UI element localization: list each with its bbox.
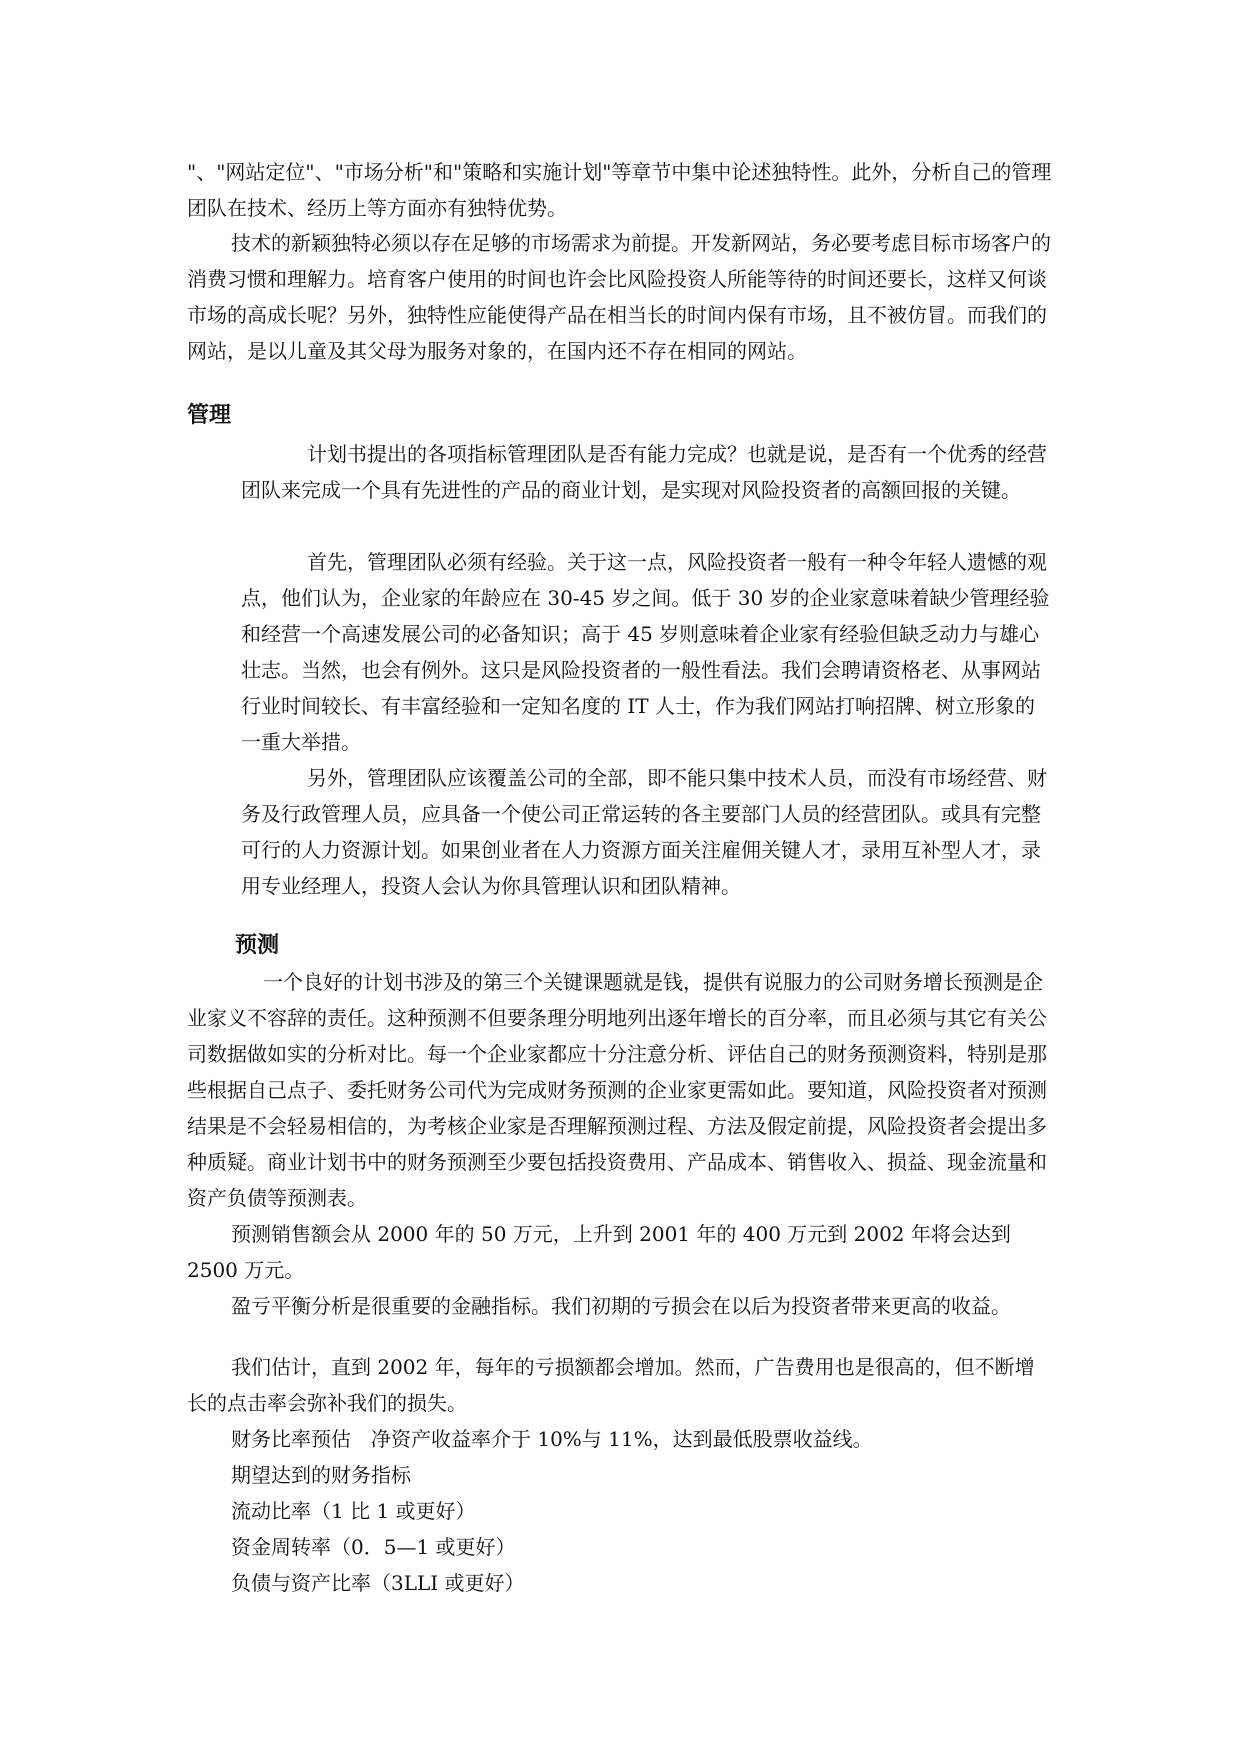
sales-forecast-paragraph: 预测销售额会从 2000 年的 50 万元，上升到 2001 年的 400 万元到 2002 年将会达到 2500 万元。 xyxy=(187,1222,1011,1282)
forecast-paragraph-1: 一个良好的计划书涉及的第三个关键课题就是钱，提供有说服力的公司财务增长预测是企业家义不容辞的责任。这种预测不但要条理分明地列出逐年增长的百分率，而且必须与其它有关公司数据做如实的分析对比。每一个企业家都应十分注意分析、评估自己的财务预测资料，特别是那些根据自己点子、委托财务公司代为完成财务预测的企业家更需如此。要知道，风险投资者对预测结果是不会轻易相信的，为考核企业家是否理解预测过程、方法及假定前提，风险投资者会提出多种质疑。商业计划书中的财务预测至少要包括投资费用、产品成本、销售收入、损益、现金流量和资产负债等预测表。 xyxy=(187,970,1047,1210)
intro-paragraph-1: "、"网站定位"、"市场分析"和"策略和实施计划"等章节中集中论述独特性。此外，分析自己的管理团队在技术、经历上等方面亦有独特优势。 xyxy=(187,160,1052,220)
financial-ratio-line: 财务比率预估 净资产收益率介于 10%与 11%，达到最低股票收益线。 xyxy=(231,1427,873,1451)
loss-estimate-paragraph: 我们估计，直到 2002 年，每年的亏损额都会增加。然而，广告费用也是很高的，但不断增长的点击率会弥补我们的损失。 xyxy=(187,1355,1035,1415)
management-paragraph-1: 计划书提出的各项指标管理团队是否有能力完成？也就是说，是否有一个优秀的经营团队来完成一个具有先进性的产品的商业计划，是实现对风险投资者的高额回报的关键。 xyxy=(241,442,1047,502)
intro-paragraph-2: 技术的新颖独特必须以存在足够的市场需求为前提。开发新网站，务必要考虑目标市场客户的消费习惯和理解力。培育客户使用的时间也许会比风险投资人所能等待的时间还要长，这样又何谈市场的高成长呢？另外，独特性应能使得产品在相当长的时间内保有市场，且不被仿冒。而我们的网站，是以儿童及其父母为服务对象的，在国内还不存在相同的网站。 xyxy=(187,231,1051,363)
target-indicators-line: 期望达到的财务指标 xyxy=(231,1463,411,1487)
management-paragraph-2: 首先，管理团队必须有经验。关于这一点，风险投资者一般有一种令年轻人遗憾的观点，他们认为，企业家的年龄应在 30-45 岁之间。低于 30 岁的企业家意味着缺少管理经验和经营一个高速发展公司的必备知识；高于 45 岁则意味着企业家有经验但缺乏动力与雄心壮志。当然，也会有例外。这只是风险投资者的一般性看法。我们会聘请资格老、从事网站行业时间较长、有丰富经验和一定知名度的 IT 人士，作为我们网站打响招牌、树立形象的一重大举措。 xyxy=(241,550,1050,754)
forecast-heading: 预测 xyxy=(235,933,280,958)
breakeven-paragraph: 盈亏平衡分析是很重要的金融指标。我们初期的亏损会在以后为投资者带来更高的收益。 xyxy=(231,1294,1011,1318)
debt-asset-ratio-line: 负债与资产比率（3LLI 或更好） xyxy=(231,1571,525,1595)
management-paragraph-3: 另外，管理团队应该覆盖公司的全部，即不能只集中技术人员，而没有市场经营、财务及行政管理人员，应具备一个使公司正常运转的各主要部门人员的经营团队。或具有完整可行的人力资源计划。如果创业者在人力资源方面关注雇佣关键人才，录用互补型人才，录用专业经理人，投资人会认为你具管理认识和团队精神。 xyxy=(241,766,1047,898)
current-ratio-line: 流动比率（1 比 1 或更好） xyxy=(231,1499,476,1523)
management-heading: 管理 xyxy=(187,403,232,428)
turnover-ratio-line: 资金周转率（0．5—1 或更好） xyxy=(231,1535,516,1559)
